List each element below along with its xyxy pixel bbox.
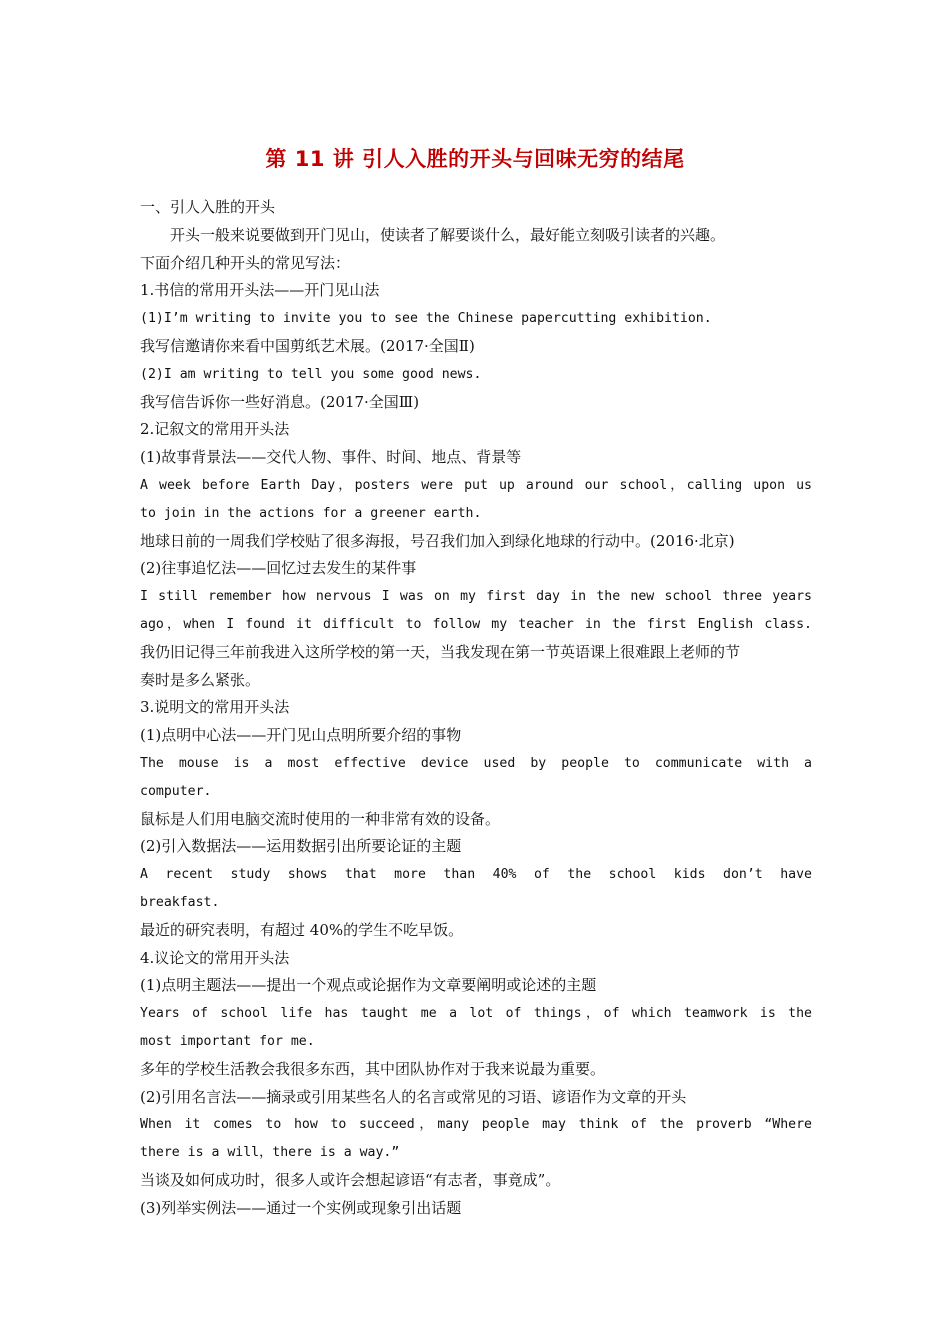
english-example: to join in the actions for a greener earth. [140, 505, 482, 521]
english-example: most important for me. [140, 1033, 315, 1049]
subsection-heading: 3.说明文的常用开头法 [140, 698, 290, 717]
method-heading: (1)故事背景法——交代人物、事件、时间、地点、背景等 [140, 448, 522, 467]
method-heading: (3)列举实例法——通过一个实例或现象引出话题 [140, 1198, 462, 1217]
chinese-translation: 鼠标是人们用电脑交流时使用的一种非常有效的设备。 [140, 809, 501, 828]
method-heading: (2)引入数据法——运用数据引出所要论证的主题 [140, 837, 462, 856]
english-example: breakfast. [140, 894, 220, 910]
method-heading: (1)点明主题法——提出一个观点或论据作为文章要阐明或论述的主题 [140, 976, 597, 995]
english-example: ago，when I found it difficult to follow my teacher in the first English class. [140, 616, 812, 632]
page-title: 第 11 讲 引人入胜的开头与回味无穷的结尾 [265, 147, 685, 171]
english-example: A week before Earth Day，posters were put up around our school，calling upon us [140, 477, 812, 493]
chinese-translation: 当谈及如何成功时，很多人或许会想起谚语“有志者，事竟成”。 [140, 1170, 561, 1189]
chinese-translation: 多年的学校生活教会我很多东西，其中团队协作对于我来说最为重要。 [140, 1059, 606, 1078]
english-example: Years of school life has taught me a lot of things，of which teamwork is the [140, 1006, 812, 1022]
paragraph-line: 下面介绍几种开头的常见写法： [140, 253, 351, 272]
english-example: A recent study shows that more than 40% of the school kids don’t have [140, 867, 812, 883]
section-heading: 一、引人入胜的开头 [140, 198, 276, 216]
chinese-translation: 奏时是多么紧张。 [140, 670, 261, 689]
subsection-heading: 2.记叙文的常用开头法 [140, 420, 290, 439]
document-body [140, 194, 812, 1222]
chinese-translation: 我写信告诉你一些好消息。(2017·全国Ⅲ) [140, 392, 420, 411]
method-heading: (1)点明中心法——开门见山点明所要介绍的事物 [140, 726, 462, 745]
english-example: I still remember how nervous I was on my first day in the new school three years [140, 589, 812, 605]
english-example: (1)I’m writing to invite you to see the Chinese papercutting exhibition. [140, 311, 712, 327]
english-example: (2)I am writing to tell you some good news. [140, 366, 482, 382]
chinese-translation: 最近的研究表明，有超过 40%的学生不吃早饭。 [140, 920, 464, 939]
paragraph-line: 开头一般来说要做到开门见山，使读者了解要谈什么，最好能立刻吸引读者的兴趣。 [170, 225, 726, 244]
subsection-heading: 1.书信的常用开头法——开门见山法 [140, 281, 380, 300]
chinese-translation: 我仍旧记得三年前我进入这所学校的第一天，当我发现在第一节英语课上很难跟上老师的节 [140, 642, 741, 661]
subsection-heading: 4.议论文的常用开头法 [140, 948, 290, 967]
chinese-translation: 地球日前的一周我们学校贴了很多海报，号召我们加入到绿化地球的行动中。(2016·北京) [140, 531, 735, 550]
english-example: When it comes to how to succeed，many people may think of the proverb “Where [140, 1117, 812, 1133]
chinese-translation: 我写信邀请你来看中国剪纸艺术展。(2017·全国Ⅱ) [140, 336, 475, 355]
english-example: computer. [140, 783, 212, 799]
method-heading: (2)引用名言法——摘录或引用某些名人的名言或常见的习语、谚语作为文章的开头 [140, 1087, 687, 1106]
english-example: there is a will，there is a way.” [140, 1145, 400, 1161]
method-heading: (2)往事追忆法——回忆过去发生的某件事 [140, 559, 417, 578]
english-example: The mouse is a most effective device used by people to communicate with a [140, 755, 812, 771]
